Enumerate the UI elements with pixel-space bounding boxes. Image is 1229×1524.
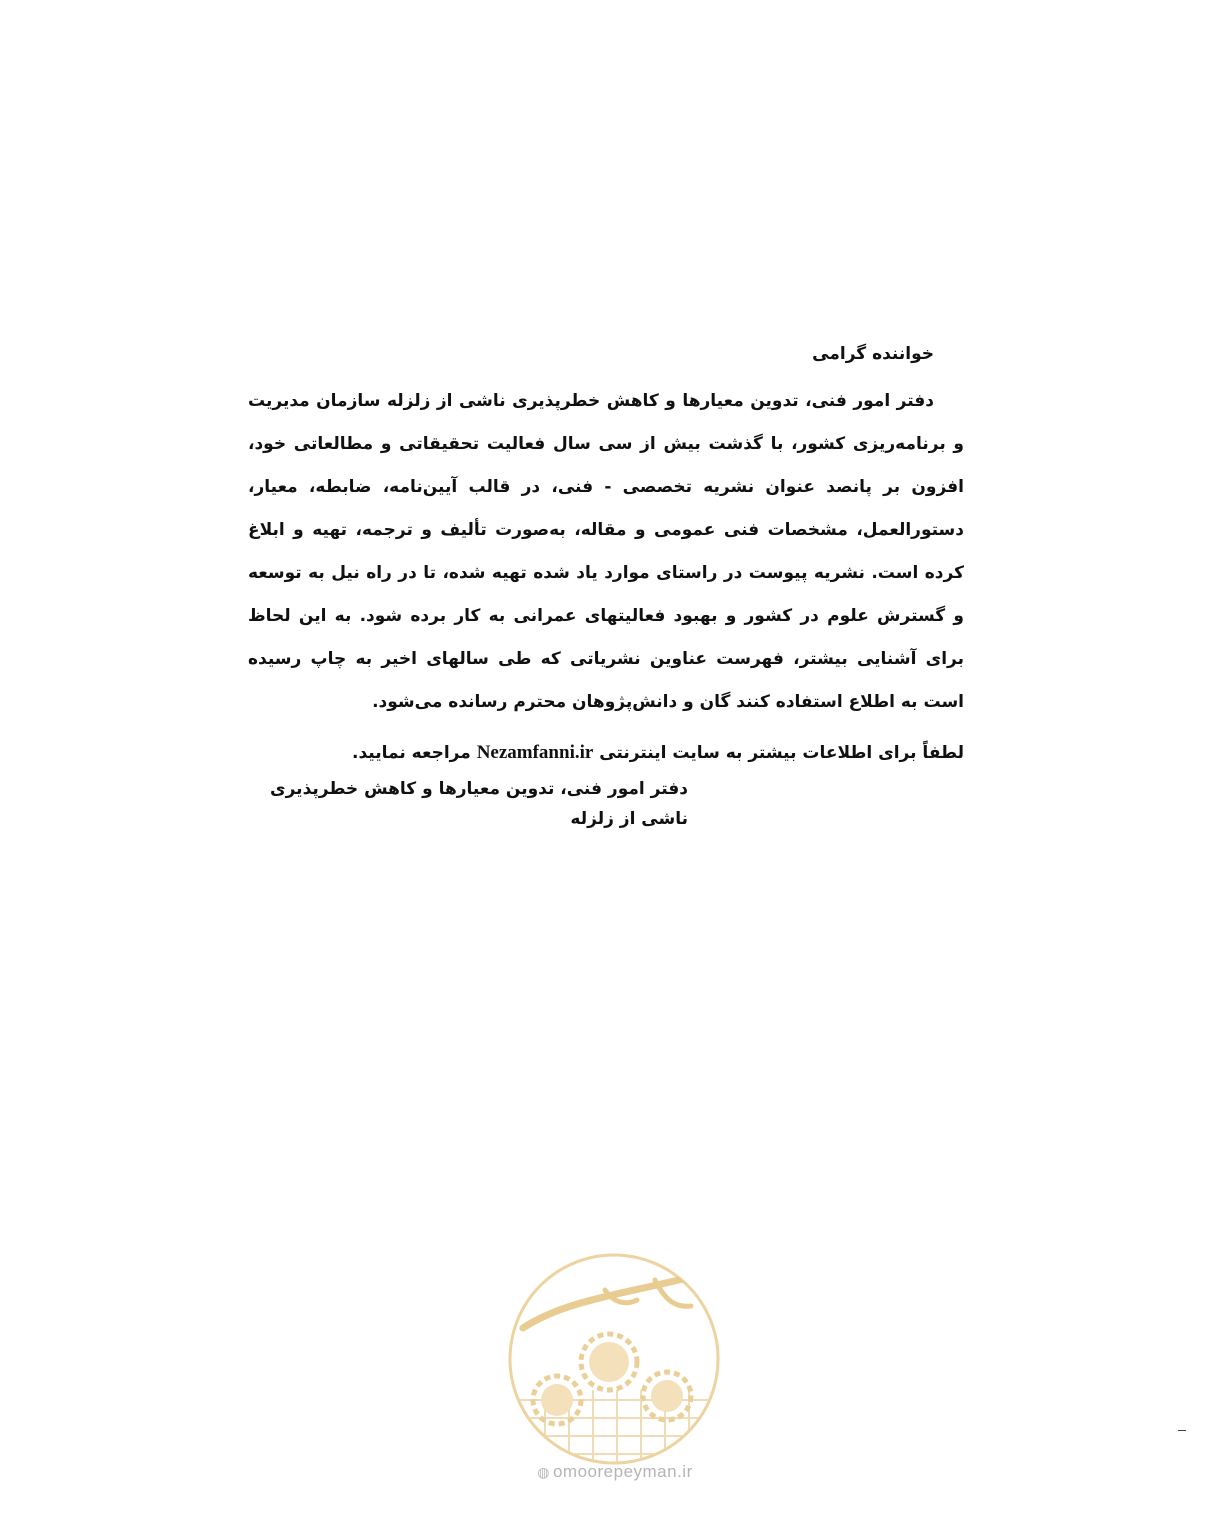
website-note-prefix: لطفاً برای اطلاعات بیشتر به سایت اینترنتی [599,743,964,763]
website-note [248,738,964,768]
globe-icon: ◍ [537,1464,550,1480]
website-link[interactable]: Nezamfanni.ir [476,742,594,763]
salutation: خواننده گرامی [812,344,934,364]
omoorepeyman-logo-icon [505,1250,723,1468]
watermark-url [515,1462,715,1482]
signature: دفتر امور فنی، تدوین معیارها و کاهش خطرپذیری ناشی از زلزله [270,779,688,829]
page-mark [1178,1430,1186,1431]
website-note-suffix: مراجعه نمایید. [351,743,471,763]
letter-body: دفتر امور فنی، تدوین معیارها و کاهش خطرپذیری ناشی از زلزله سازمان مدیریت و برنامه‌ریزی کشور، با گذشت بیش از سی سال فعالیت تحقیقاتی و مطالعاتی خود، افزون بر پانصد عنوان نشریه تخصصی - فنی، در قالب آیین‌نامه، ضابطه، معیار، دستورالعمل، مشخصات فنی عمومی و مقاله، به‌صورت تألیف و ترجمه، تهیه و ابلاغ کرده است. نشریه پیوست در راستای موارد یاد شده تهیه شده، تا در راه نیل به توسعه و گسترش علوم در کشور و بهبود فعالیتهای عمرانی به کار برده شود. به این لحاظ برای آشنایی بیشتر، فهرست عناوین نشریاتی که طی سالهای اخیر به چاپ رسیده است به اطلاع استفاده کنند گان و دانش‌پژوهان محترم رسانده می‌شود. [248,391,964,712]
letter-block [248,340,964,834]
watermark-url-text: omoorepeyman.ir [552,1462,693,1481]
